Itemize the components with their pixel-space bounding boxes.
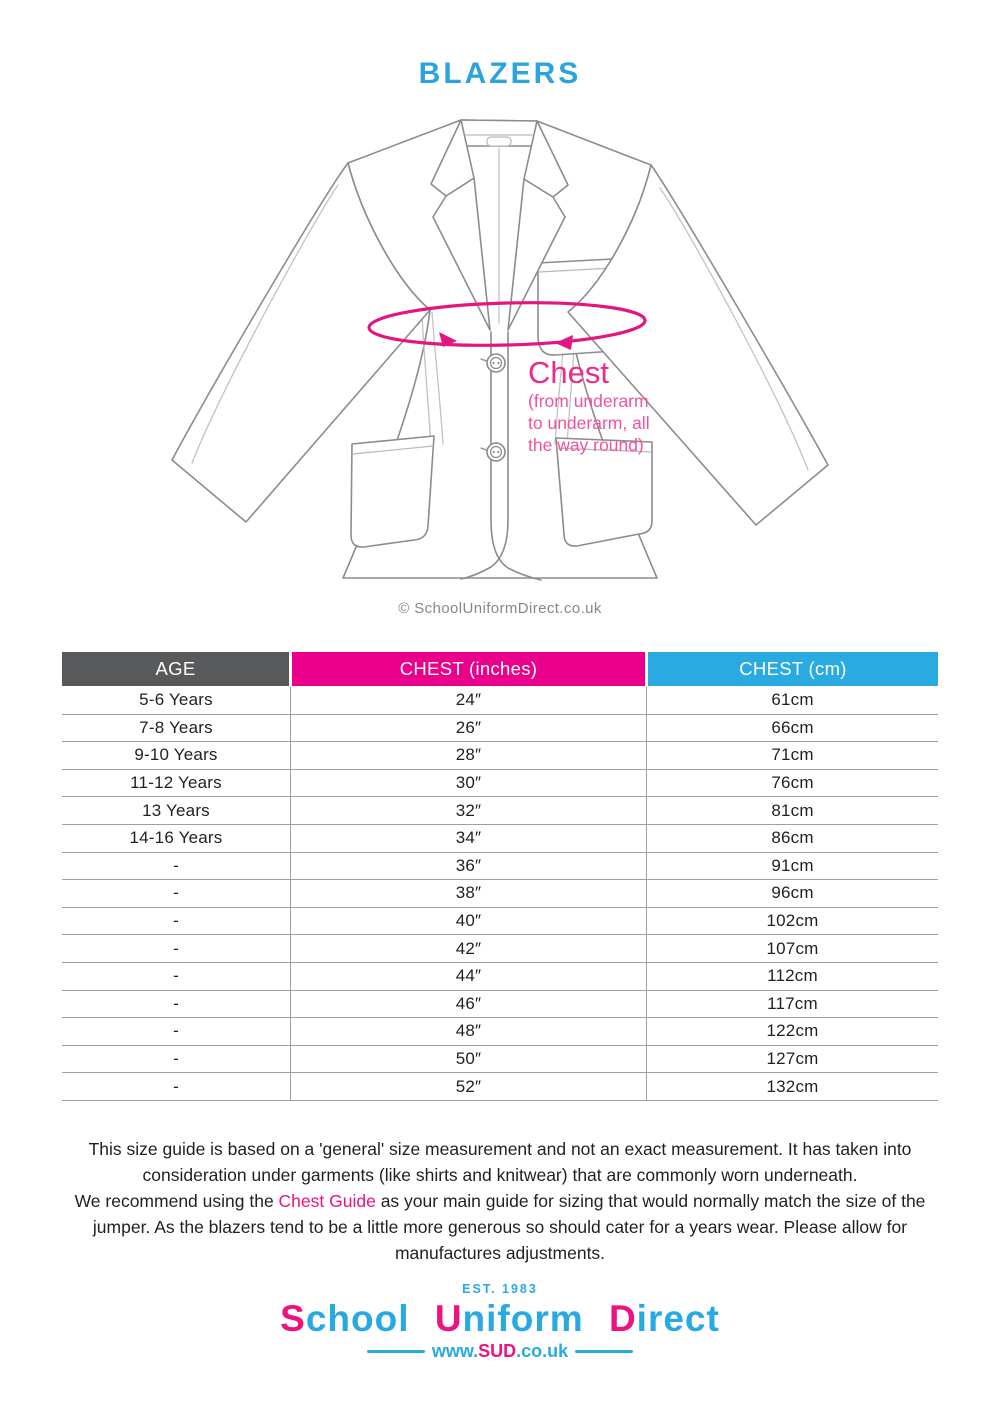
chest-cm-cell: 127cm [766, 1049, 819, 1069]
table-row [62, 687, 938, 715]
logo-letter: U [434, 1298, 463, 1339]
table-header-row [62, 652, 938, 686]
website-url[interactable] [432, 1341, 568, 1362]
brand-logo [0, 1282, 1000, 1362]
chest-cm-cell: 96cm [771, 883, 814, 903]
table-row [62, 908, 938, 936]
table-row [62, 1073, 938, 1101]
chest-inches-cell: 44″ [291, 963, 647, 990]
age-cell: - [62, 935, 291, 962]
chest-cm-cell: 112cm [767, 966, 818, 986]
chest-cm-cell: 107cm [766, 938, 819, 958]
age-cell: - [62, 880, 291, 907]
chest-cm-cell: 81cm [771, 800, 814, 820]
page-title: BLAZERS [418, 57, 582, 90]
chest-cm-cell: 86cm [771, 828, 814, 848]
age-cell: - [62, 963, 291, 990]
logo-letter: S [280, 1298, 306, 1339]
age-cell: - [62, 1018, 291, 1045]
table-row [62, 742, 938, 770]
table-row [62, 1046, 938, 1074]
chest-inches-cell: 32″ [291, 797, 647, 824]
chest-cm-cell: 102cm [766, 911, 819, 931]
url-prefix: www. [431, 1341, 479, 1361]
chest-cm-cell: 61cm [771, 690, 814, 710]
logo-letters: irect [636, 1298, 720, 1339]
chest-inches-cell: 42″ [291, 935, 647, 962]
chest-inches-cell: 34″ [291, 825, 647, 852]
age-cell: - [62, 1073, 291, 1100]
disclaimer-line-1: This size guide is based on a 'general' size measurement and not an exact measurement. It has taken into consideration under garments (like shirts and knitwear) that are commonly worn underneath. [88, 1139, 912, 1185]
table-row [62, 797, 938, 825]
tagline-rule-left [367, 1350, 425, 1353]
chest-cm-cell: 117cm [767, 993, 818, 1013]
url-brand: SUD [478, 1341, 517, 1361]
disclaimer-paragraph-2 [44, 1188, 956, 1266]
age-cell: - [62, 1046, 291, 1073]
age-cell: - [62, 908, 291, 935]
col-header-age: AGE [62, 652, 289, 686]
chest-note-line-1: (from underarm [528, 391, 649, 411]
diagram-copyright: © SchoolUniformDirect.co.uk [398, 600, 602, 617]
size-table [62, 652, 938, 1101]
chest-inches-cell: 24″ [291, 687, 647, 714]
age-cell: 13 Years [62, 797, 291, 824]
disclaimer-line-2-start: We recommend using the [74, 1191, 279, 1211]
disclaimer-text [44, 1136, 956, 1266]
chest-inches-cell: 40″ [291, 908, 647, 935]
logo-letters: chool [305, 1298, 410, 1339]
chest-inches-cell: 28″ [291, 742, 647, 769]
chest-note-line-2: to underarm, all [528, 413, 650, 433]
chest-cm-cell: 76cm [771, 773, 814, 793]
disclaimer-line-2-end: as your main guide for sizing that would normally match the size of the jumper. As the blazers tend to be a little more generous so should cater for a years wear. Please allow for manufactures adjustments. [92, 1191, 926, 1263]
logo-est-badge: EST. 1983 [462, 1282, 538, 1296]
chest-cm-cell: 122cm [766, 1021, 819, 1041]
logo-tagline [0, 1341, 1000, 1362]
url-suffix: .co.uk [516, 1341, 569, 1361]
table-row [62, 853, 938, 881]
age-cell: 9-10 Years [62, 742, 291, 769]
chest-inches-cell: 48″ [291, 1018, 647, 1045]
chest-inches-cell: 38″ [291, 880, 647, 907]
logo-word-direct [609, 1298, 720, 1339]
logo-word-school [280, 1298, 409, 1339]
table-row [62, 880, 938, 908]
disclaimer-paragraph-1 [44, 1136, 956, 1188]
col-header-chest-cm: CHEST (cm) [648, 652, 938, 686]
tagline-rule-right [575, 1350, 633, 1353]
age-cell: 14-16 Years [62, 825, 291, 852]
chest-inches-cell: 26″ [291, 715, 647, 742]
table-row [62, 935, 938, 963]
table-row [62, 715, 938, 743]
age-cell: 7-8 Years [62, 715, 291, 742]
table-row [62, 1018, 938, 1046]
chest-inches-cell: 50″ [291, 1046, 647, 1073]
logo-wordmark [0, 1298, 1000, 1340]
blazer-line-art [160, 95, 840, 615]
age-cell: 11-12 Years [62, 770, 291, 797]
logo-letter: D [608, 1298, 637, 1339]
table-row [62, 963, 938, 991]
chest-guide-link[interactable]: Chest Guide [278, 1191, 376, 1211]
chest-inches-cell: 52″ [291, 1073, 647, 1100]
table-body [62, 687, 938, 1101]
logo-letters: niform [462, 1298, 584, 1339]
age-cell: - [62, 991, 291, 1018]
chest-cm-cell: 71cm [771, 745, 814, 765]
chest-inches-cell: 46″ [291, 991, 647, 1018]
table-row [62, 825, 938, 853]
chest-cm-cell: 66cm [771, 717, 814, 737]
chest-measure-label: Chest [528, 355, 609, 390]
age-cell: - [62, 853, 291, 880]
chest-inches-cell: 30″ [291, 770, 647, 797]
age-cell: 5-6 Years [62, 687, 291, 714]
logo-word-uniform [435, 1298, 584, 1339]
table-row [62, 770, 938, 798]
chest-cm-cell: 91cm [771, 855, 814, 875]
blazer-diagram [160, 95, 840, 615]
table-row [62, 991, 938, 1019]
chest-note-line-3: the way round) [528, 435, 644, 455]
chest-inches-cell: 36″ [291, 853, 647, 880]
col-header-chest-inches: CHEST (inches) [292, 652, 645, 686]
chest-cm-cell: 132cm [766, 1076, 819, 1096]
